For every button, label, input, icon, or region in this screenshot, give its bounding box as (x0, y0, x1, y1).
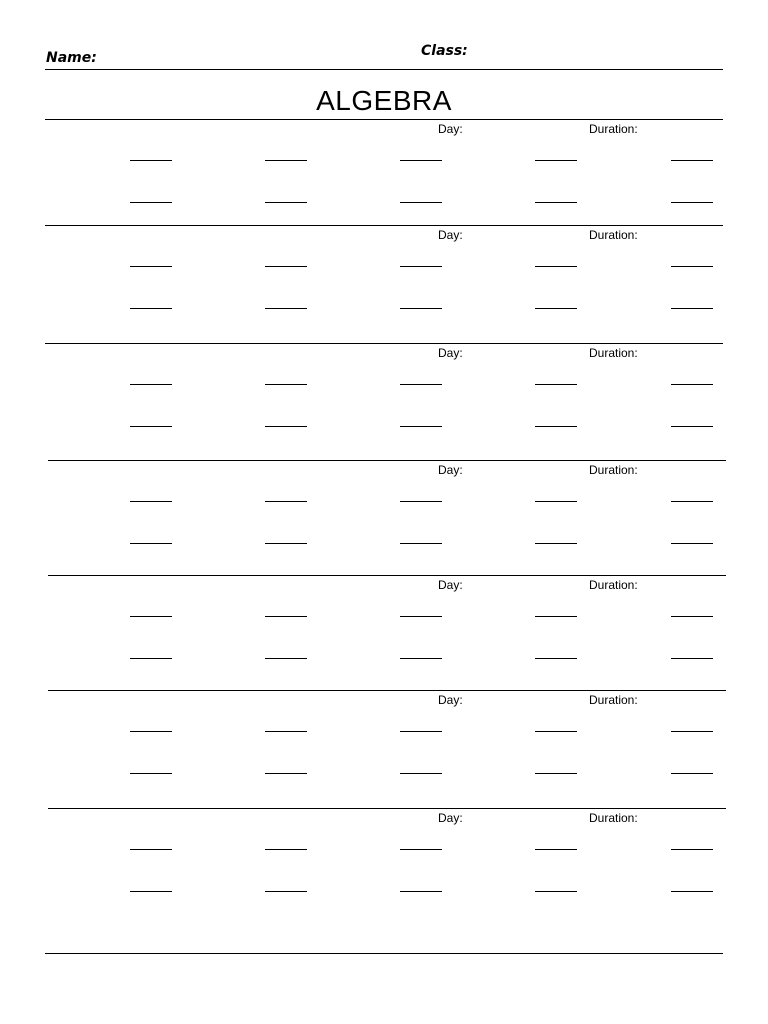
answer-blank[interactable] (130, 543, 172, 544)
answer-blank[interactable] (130, 891, 172, 892)
answer-blank[interactable] (535, 160, 577, 161)
answer-blank[interactable] (130, 202, 172, 203)
work-section (0, 575, 768, 685)
answer-blank[interactable] (400, 426, 442, 427)
answer-blank[interactable] (265, 501, 307, 502)
day-label: Day: (438, 578, 463, 592)
section-divider (48, 575, 726, 576)
answer-blank[interactable] (130, 266, 172, 267)
answer-blank[interactable] (671, 202, 713, 203)
answer-blank[interactable] (265, 160, 307, 161)
name-label: Name: (46, 50, 97, 66)
answer-blank[interactable] (265, 266, 307, 267)
answer-blank[interactable] (671, 773, 713, 774)
duration-label: Duration: (589, 693, 638, 707)
answer-blank[interactable] (130, 308, 172, 309)
answer-blank[interactable] (535, 426, 577, 427)
day-label: Day: (438, 346, 463, 360)
answer-blank[interactable] (535, 308, 577, 309)
duration-label: Duration: (589, 578, 638, 592)
answer-blank[interactable] (130, 160, 172, 161)
work-section (0, 225, 768, 335)
day-label: Day: (438, 122, 463, 136)
answer-blank[interactable] (130, 849, 172, 850)
section-divider (45, 225, 723, 226)
answer-blank[interactable] (671, 308, 713, 309)
answer-blank[interactable] (130, 616, 172, 617)
answer-blank[interactable] (671, 543, 713, 544)
answer-blank[interactable] (535, 658, 577, 659)
answer-blank[interactable] (130, 426, 172, 427)
answer-blank[interactable] (400, 849, 442, 850)
answer-blank[interactable] (671, 501, 713, 502)
answer-blank[interactable] (671, 384, 713, 385)
answer-blank[interactable] (535, 773, 577, 774)
section-divider (45, 343, 723, 344)
answer-blank[interactable] (400, 266, 442, 267)
answer-blank[interactable] (400, 891, 442, 892)
answer-blank[interactable] (400, 773, 442, 774)
answer-blank[interactable] (265, 384, 307, 385)
bottom-rule (45, 953, 723, 954)
answer-blank[interactable] (671, 658, 713, 659)
answer-blank[interactable] (400, 501, 442, 502)
answer-blank[interactable] (130, 773, 172, 774)
answer-blank[interactable] (265, 308, 307, 309)
day-label: Day: (438, 693, 463, 707)
answer-blank[interactable] (130, 384, 172, 385)
answer-blank[interactable] (400, 658, 442, 659)
answer-blank[interactable] (535, 501, 577, 502)
answer-blank[interactable] (265, 658, 307, 659)
answer-blank[interactable] (265, 773, 307, 774)
answer-blank[interactable] (400, 160, 442, 161)
answer-blank[interactable] (535, 849, 577, 850)
answer-blank[interactable] (671, 731, 713, 732)
answer-blank[interactable] (400, 308, 442, 309)
answer-blank[interactable] (265, 543, 307, 544)
answer-blank[interactable] (400, 616, 442, 617)
duration-label: Duration: (589, 228, 638, 242)
answer-blank[interactable] (535, 202, 577, 203)
section-divider (48, 808, 726, 809)
work-section (0, 808, 768, 918)
answer-blank[interactable] (265, 202, 307, 203)
answer-blank[interactable] (130, 731, 172, 732)
answer-blank[interactable] (535, 266, 577, 267)
duration-label: Duration: (589, 122, 638, 136)
section-divider (48, 460, 726, 461)
worksheet-title: ALGEBRA (316, 85, 452, 116)
answer-blank[interactable] (535, 384, 577, 385)
day-label: Day: (438, 463, 463, 477)
answer-blank[interactable] (671, 426, 713, 427)
answer-blank[interactable] (535, 543, 577, 544)
answer-blank[interactable] (671, 160, 713, 161)
duration-label: Duration: (589, 811, 638, 825)
duration-label: Duration: (589, 463, 638, 477)
answer-blank[interactable] (265, 731, 307, 732)
answer-blank[interactable] (535, 731, 577, 732)
answer-blank[interactable] (400, 731, 442, 732)
work-section (0, 690, 768, 800)
work-section (0, 460, 768, 570)
section-divider (48, 690, 726, 691)
section-divider (45, 119, 723, 120)
class-label: Class: (421, 43, 468, 59)
answer-blank[interactable] (265, 891, 307, 892)
answer-blank[interactable] (130, 658, 172, 659)
answer-blank[interactable] (535, 616, 577, 617)
answer-blank[interactable] (400, 202, 442, 203)
header-rule (45, 69, 723, 70)
answer-blank[interactable] (671, 849, 713, 850)
answer-blank[interactable] (400, 384, 442, 385)
answer-blank[interactable] (535, 891, 577, 892)
answer-blank[interactable] (265, 616, 307, 617)
day-label: Day: (438, 811, 463, 825)
answer-blank[interactable] (130, 501, 172, 502)
day-label: Day: (438, 228, 463, 242)
answer-blank[interactable] (671, 616, 713, 617)
answer-blank[interactable] (265, 426, 307, 427)
answer-blank[interactable] (671, 266, 713, 267)
duration-label: Duration: (589, 346, 638, 360)
work-section (0, 119, 768, 229)
answer-blank[interactable] (671, 891, 713, 892)
answer-blank[interactable] (265, 849, 307, 850)
work-section (0, 343, 768, 453)
answer-blank[interactable] (400, 543, 442, 544)
